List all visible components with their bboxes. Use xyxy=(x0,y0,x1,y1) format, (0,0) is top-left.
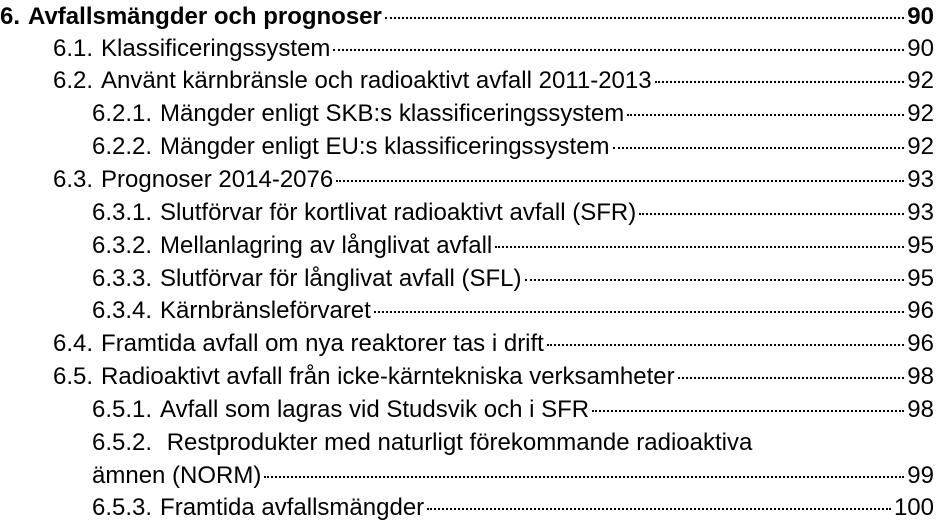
toc-entry-6[interactable] xyxy=(0,0,934,33)
toc-entry-page: 95 xyxy=(907,232,934,259)
toc-dot-leader xyxy=(264,476,904,478)
toc-dot-leader xyxy=(385,17,904,19)
toc-entry-title: Slutförvar för kortlivat radioaktivt avfall (SFR) xyxy=(160,199,637,226)
toc-entry-title: Prognoser 2014-2076 xyxy=(101,166,334,193)
toc-dot-leader xyxy=(639,213,904,215)
toc-entry-page: 92 xyxy=(907,67,934,94)
toc-entry-page: 93 xyxy=(907,199,934,226)
toc-entry-6-3[interactable] xyxy=(0,163,934,196)
toc-entry-title: Avfall som lagras vid Studsvik och i SFR xyxy=(160,396,590,423)
toc-entry-number: 6.5.2. xyxy=(92,429,153,456)
toc-dot-leader xyxy=(655,81,905,83)
toc-dot-leader xyxy=(336,180,904,182)
toc-entry-6-2-2[interactable] xyxy=(0,130,934,163)
toc-entry-page: 99 xyxy=(907,462,934,489)
toc-entry-title: Slutförvar för långlivat avfall (SFL) xyxy=(160,265,522,292)
toc-entry-page: 100 xyxy=(893,494,934,521)
toc-entry-page: 95 xyxy=(907,265,934,292)
toc-entry-title: Mellanlagring av långlivat avfall xyxy=(160,232,493,259)
toc-entry-title: Framtida avfallsmängder xyxy=(160,494,425,521)
toc-dot-leader xyxy=(547,344,904,346)
toc-entry-page: 92 xyxy=(907,133,934,160)
toc-entry-number: 6.2.2. xyxy=(92,133,153,160)
toc-entry-number: 6.3.1. xyxy=(92,199,153,226)
toc-entry-number: 6.1. xyxy=(53,35,94,62)
toc-entry-6-3-4[interactable] xyxy=(0,294,934,327)
toc-entry-number: 6.5.1. xyxy=(92,396,153,423)
toc-entry-title-continued: ämnen (NORM) xyxy=(92,462,262,489)
toc-dot-leader xyxy=(495,246,904,248)
toc-entry-title: Framtida avfall om nya reaktorer tas i drift xyxy=(101,330,544,357)
toc-dot-leader xyxy=(374,311,904,313)
toc-dot-leader xyxy=(678,377,905,379)
toc-entry-title: Kärnbränsleförvaret xyxy=(160,297,371,324)
toc-entry-page: 90 xyxy=(907,35,934,62)
toc-entry-title: Radioaktivt avfall från icke-kärntekniska verksamheter xyxy=(101,363,675,390)
toc-dot-leader xyxy=(627,114,904,116)
toc-entry-number: 6.5. xyxy=(53,363,94,390)
toc-entry-6-2-1[interactable] xyxy=(0,97,934,130)
toc-entry-number: 6.3.3. xyxy=(92,265,153,292)
toc-entry-number: 6.2.1. xyxy=(92,100,153,127)
toc-dot-leader xyxy=(333,49,904,51)
toc-entry-6-3-1[interactable] xyxy=(0,196,934,229)
toc-entry-page: 98 xyxy=(907,396,934,423)
toc-entry-page: 92 xyxy=(907,100,934,127)
toc-entry-6-3-3[interactable] xyxy=(0,262,934,295)
toc-entry-number: 6.5.3. xyxy=(92,494,153,521)
toc-entry-title: Mängder enligt EU:s klassificeringssystem xyxy=(160,133,610,160)
toc-entry-page: 93 xyxy=(907,166,934,193)
toc-entry-6-5[interactable] xyxy=(0,360,934,393)
toc-entry-title: Mängder enligt SKB:s klassificeringssystem xyxy=(160,100,625,127)
toc-entry-6-5-3[interactable] xyxy=(0,491,934,524)
toc-entry-6-5-2[interactable] xyxy=(0,426,934,489)
toc-entry-6-3-2[interactable] xyxy=(0,229,934,262)
toc-entry-number: 6.4. xyxy=(53,330,94,357)
toc-entry-title: Klassificeringssystem xyxy=(101,35,331,62)
toc-entry-number: 6.3. xyxy=(53,166,94,193)
toc-entry-6-2[interactable] xyxy=(0,64,934,97)
toc-entry-number: 6.3.4. xyxy=(92,297,153,324)
toc-entry-page: 98 xyxy=(907,363,934,390)
toc-entry-title: Använt kärnbränsle och radioaktivt avfall 2011-2013 xyxy=(101,67,652,94)
toc-dot-leader xyxy=(613,147,905,149)
toc-entry-page: 96 xyxy=(907,330,934,357)
toc-entry-6-4[interactable] xyxy=(0,327,934,360)
toc-entry-title: Restprodukter med naturligt förekommande radioaktiva xyxy=(166,429,753,456)
toc-entry-title: Avfallsmängder och prognoser xyxy=(28,3,382,30)
toc-entry-number: 6. xyxy=(0,3,21,30)
toc-entry-number: 6.3.2. xyxy=(92,232,153,259)
toc-entry-6-1[interactable] xyxy=(0,32,934,65)
toc-entry-page: 96 xyxy=(907,297,934,324)
toc-entry-page: 90 xyxy=(907,3,934,30)
toc-dot-leader xyxy=(592,410,904,412)
toc-entry-number: 6.2. xyxy=(53,67,94,94)
toc-dot-leader xyxy=(427,508,891,510)
toc-entry-6-5-1[interactable] xyxy=(0,393,934,426)
toc-dot-leader xyxy=(525,279,905,281)
